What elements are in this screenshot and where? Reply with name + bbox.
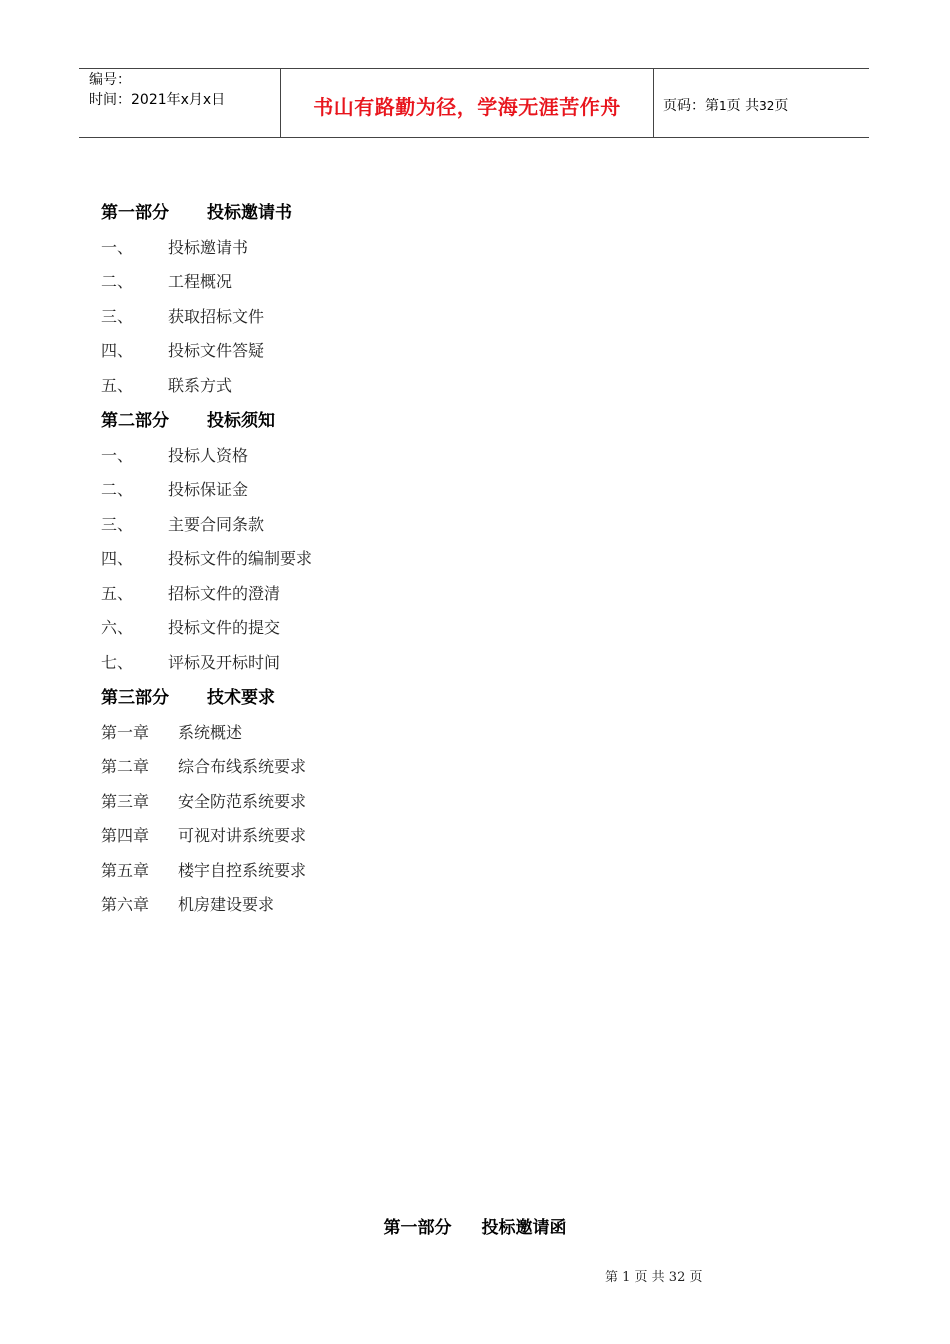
toc-item xyxy=(101,304,264,327)
toc-item-text: 获取招标文件 xyxy=(168,307,265,326)
page-end: 页 xyxy=(774,98,789,114)
toc-item-number: 五、 xyxy=(101,376,134,395)
toc-chapter-number: 第四章 xyxy=(101,826,150,845)
page-mid: 页 共 xyxy=(726,98,760,114)
toc-item xyxy=(101,650,280,673)
section-title xyxy=(0,1213,950,1238)
toc-item-text: 主要合同条款 xyxy=(168,515,265,534)
toc-chapter-number: 第五章 xyxy=(101,861,150,880)
toc-item-text: 联系方式 xyxy=(168,376,233,395)
toc-item xyxy=(101,269,232,292)
toc-chapter-text: 系统概述 xyxy=(178,723,243,742)
header-motto: 书山有路勤为径，学海无涯苦作舟 xyxy=(313,94,621,119)
toc-item-number: 四、 xyxy=(101,549,134,568)
document-date: 时间：2021年x月x日 xyxy=(89,92,226,108)
toc-chapter xyxy=(101,892,274,915)
toc-chapter xyxy=(101,858,306,881)
section-title-text: 投标邀请函 xyxy=(481,1218,567,1238)
part-number: 第一部分 xyxy=(101,203,169,223)
toc-item xyxy=(101,581,280,604)
toc-chapter-text: 可视对讲系统要求 xyxy=(178,826,307,845)
header-right-cell xyxy=(654,69,869,137)
page-label: 页码：第 xyxy=(663,98,719,114)
toc-item-text: 投标文件的提交 xyxy=(168,618,281,637)
header-left-cell xyxy=(79,69,281,137)
toc-chapter-number: 第三章 xyxy=(101,792,150,811)
toc-item-text: 评标及开标时间 xyxy=(168,653,281,672)
section-number: 第一部分 xyxy=(383,1218,452,1238)
toc-chapter xyxy=(101,789,306,812)
toc-chapter xyxy=(101,823,306,846)
toc-item xyxy=(101,443,248,466)
toc-item-text: 投标人资格 xyxy=(168,446,249,465)
part-title: 技术要求 xyxy=(207,688,275,708)
header-page-info xyxy=(663,95,788,115)
part-title: 投标邀请书 xyxy=(207,203,292,223)
toc-chapter-text: 机房建设要求 xyxy=(178,895,275,914)
toc-item-text: 投标邀请书 xyxy=(168,238,249,257)
toc-item xyxy=(101,373,232,396)
toc-chapter-number: 第二章 xyxy=(101,757,150,776)
toc-item-number: 五、 xyxy=(101,584,134,603)
toc-item-number: 二、 xyxy=(101,272,134,291)
toc-part-heading xyxy=(101,683,275,708)
toc-item-number: 七、 xyxy=(101,653,134,672)
header-middle-cell xyxy=(281,69,654,137)
toc-chapter xyxy=(101,754,306,777)
toc-part-heading xyxy=(101,198,292,223)
toc-item xyxy=(101,235,248,258)
toc-part-heading xyxy=(101,406,275,431)
toc-item-text: 招标文件的澄清 xyxy=(168,584,281,603)
toc-item-number: 三、 xyxy=(101,307,134,326)
toc-chapter xyxy=(101,720,242,743)
page-number: 1 xyxy=(719,99,727,113)
part-number: 第二部分 xyxy=(101,411,169,431)
toc-item-number: 六、 xyxy=(101,618,134,637)
toc-chapter-text: 安全防范系统要求 xyxy=(178,792,307,811)
toc-item-number: 一、 xyxy=(101,238,134,257)
toc-item xyxy=(101,546,312,569)
toc-chapter-text: 综合布线系统要求 xyxy=(178,757,307,776)
toc-item-number: 二、 xyxy=(101,480,134,499)
toc-item-number: 三、 xyxy=(101,515,134,534)
part-number: 第三部分 xyxy=(101,688,169,708)
toc-item xyxy=(101,512,264,535)
page-header xyxy=(79,68,869,138)
toc-item-text: 投标文件的编制要求 xyxy=(168,549,313,568)
toc-item-number: 一、 xyxy=(101,446,134,465)
toc-chapter-text: 楼宇自控系统要求 xyxy=(178,861,307,880)
page-footer: 第 1 页 共 32 页 xyxy=(605,1270,703,1285)
toc-chapter-number: 第一章 xyxy=(101,723,150,742)
toc-item-text: 投标文件答疑 xyxy=(168,341,265,360)
part-title: 投标须知 xyxy=(207,411,275,431)
toc-item xyxy=(101,338,264,361)
toc-item-number: 四、 xyxy=(101,341,134,360)
toc-item xyxy=(101,615,280,638)
toc-item xyxy=(101,477,248,500)
document-number-label: 编号： xyxy=(89,72,131,88)
page-total: 32 xyxy=(759,99,775,113)
toc-chapter-number: 第六章 xyxy=(101,895,150,914)
toc-item-text: 投标保证金 xyxy=(168,480,249,499)
toc-item-text: 工程概况 xyxy=(168,272,233,291)
